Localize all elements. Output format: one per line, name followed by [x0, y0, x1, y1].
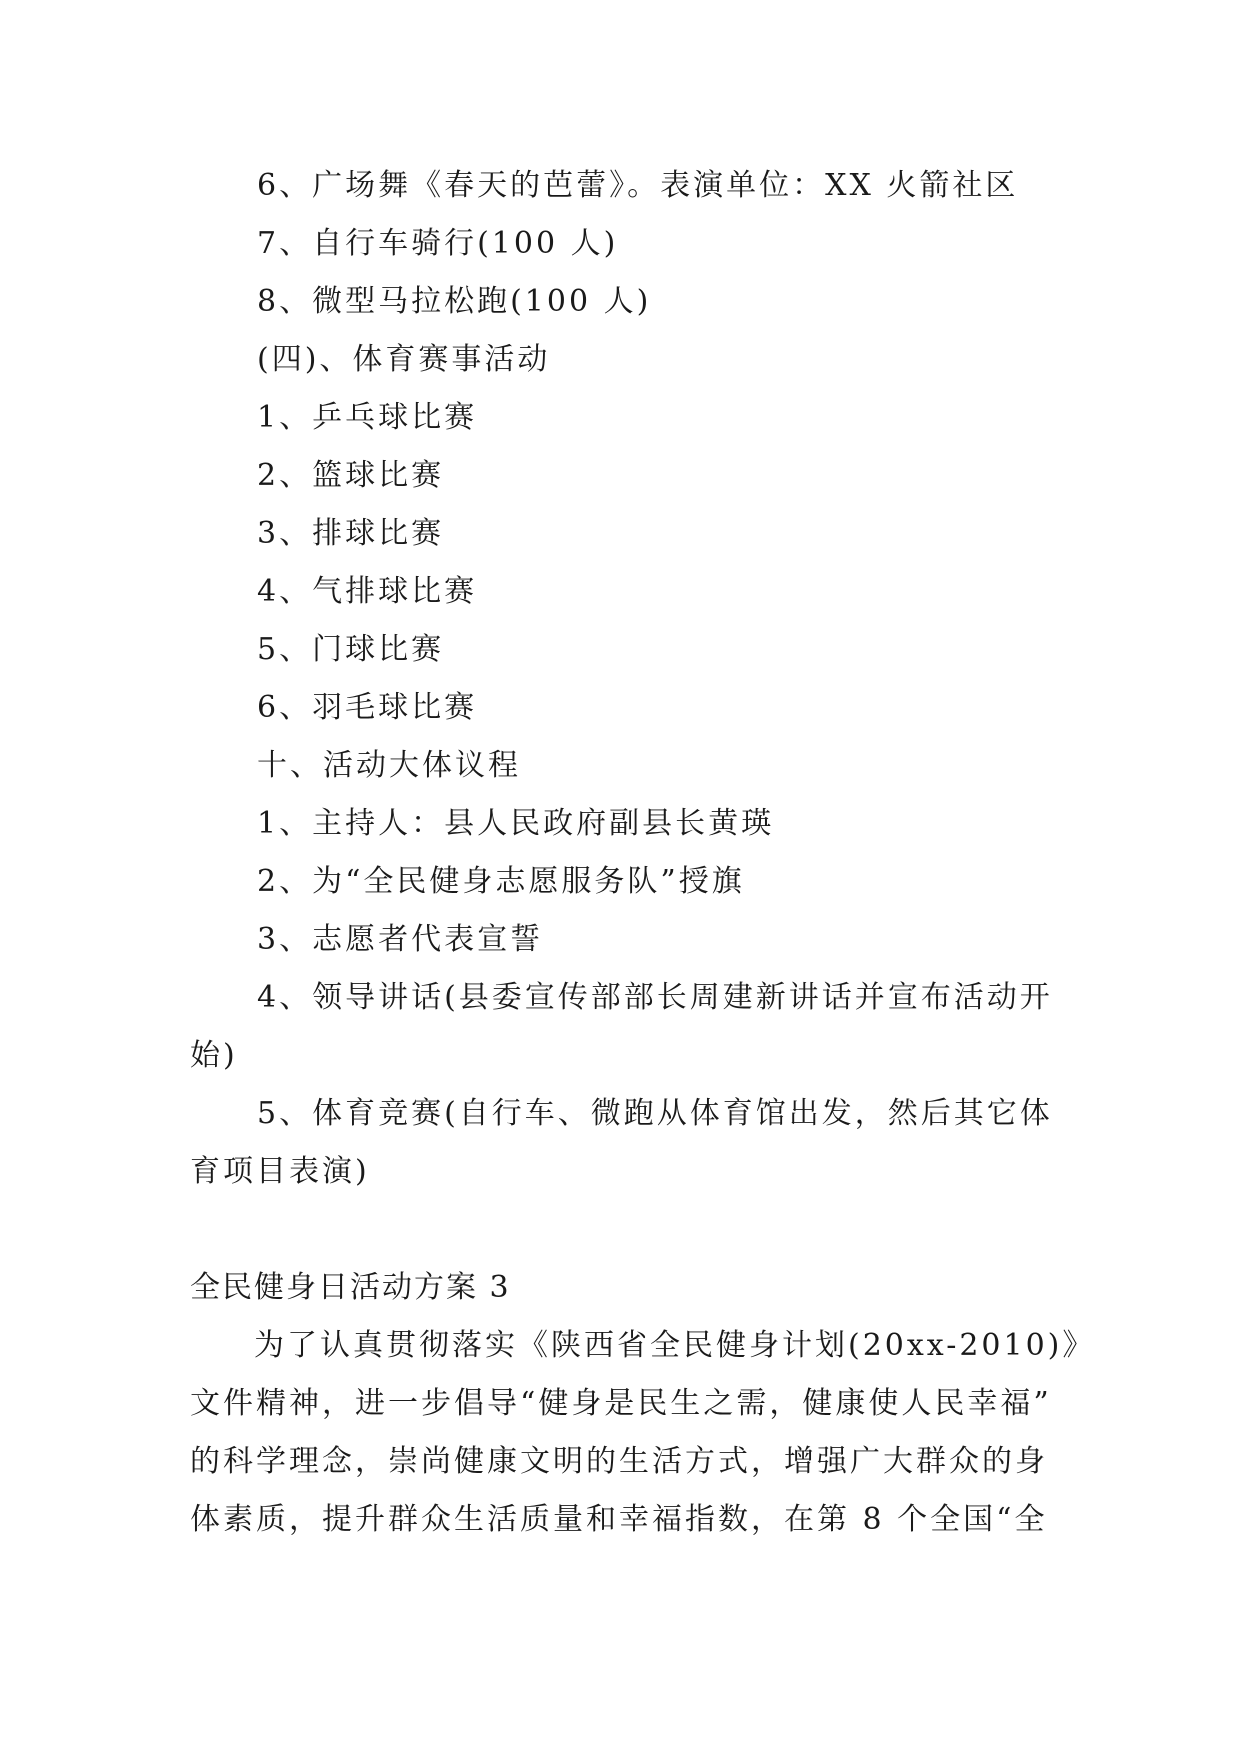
text-line: 3、排球比赛	[257, 516, 445, 551]
text-line: 7、自行车骑行(100 人)	[257, 226, 619, 261]
text-line: 始)	[190, 1038, 238, 1073]
text-line: 育项目表演)	[190, 1154, 370, 1189]
text-line: 5、门球比赛	[257, 632, 445, 667]
text-line: 4、领导讲话(县委宣传部部长周建新讲话并宣布活动开	[257, 980, 1053, 1015]
text-line: 4、气排球比赛	[257, 574, 478, 609]
text-line: 2、篮球比赛	[257, 458, 445, 493]
text-line: 1、乒乓球比赛	[257, 400, 478, 435]
text-line: 1、主持人：县人民政府副县长黄瑛	[257, 806, 775, 841]
text-line: (四)、体育赛事活动	[257, 342, 551, 377]
paragraph-line: 文件精神，进一步倡导“健身是民生之需，健康使人民幸福”	[190, 1386, 1052, 1421]
paragraph-line: 体素质，提升群众生活质量和幸福指数，在第 8 个全国“全	[190, 1502, 1048, 1537]
section-title: 全民健身日活动方案 3	[190, 1270, 511, 1305]
text-line: 8、微型马拉松跑(100 人)	[257, 284, 652, 319]
text-line: 2、为“全民健身志愿服务队”授旗	[257, 864, 745, 899]
text-line: 6、羽毛球比赛	[257, 690, 478, 725]
text-line: 3、志愿者代表宣誓	[257, 922, 544, 957]
text-line: 十、活动大体议程	[257, 748, 521, 783]
text-line: 5、体育竞赛(自行车、微跑从体育馆出发，然后其它体	[257, 1096, 1053, 1131]
paragraph-line: 为了认真贯彻落实《陕西省全民健身计划(20xx-2010)》	[254, 1328, 1096, 1363]
paragraph-line: 的科学理念，崇尚健康文明的生活方式，增强广大群众的身	[190, 1444, 1048, 1479]
text-line: 6、广场舞《春天的芭蕾》。表演单位：XX 火箭社区	[257, 168, 1019, 203]
